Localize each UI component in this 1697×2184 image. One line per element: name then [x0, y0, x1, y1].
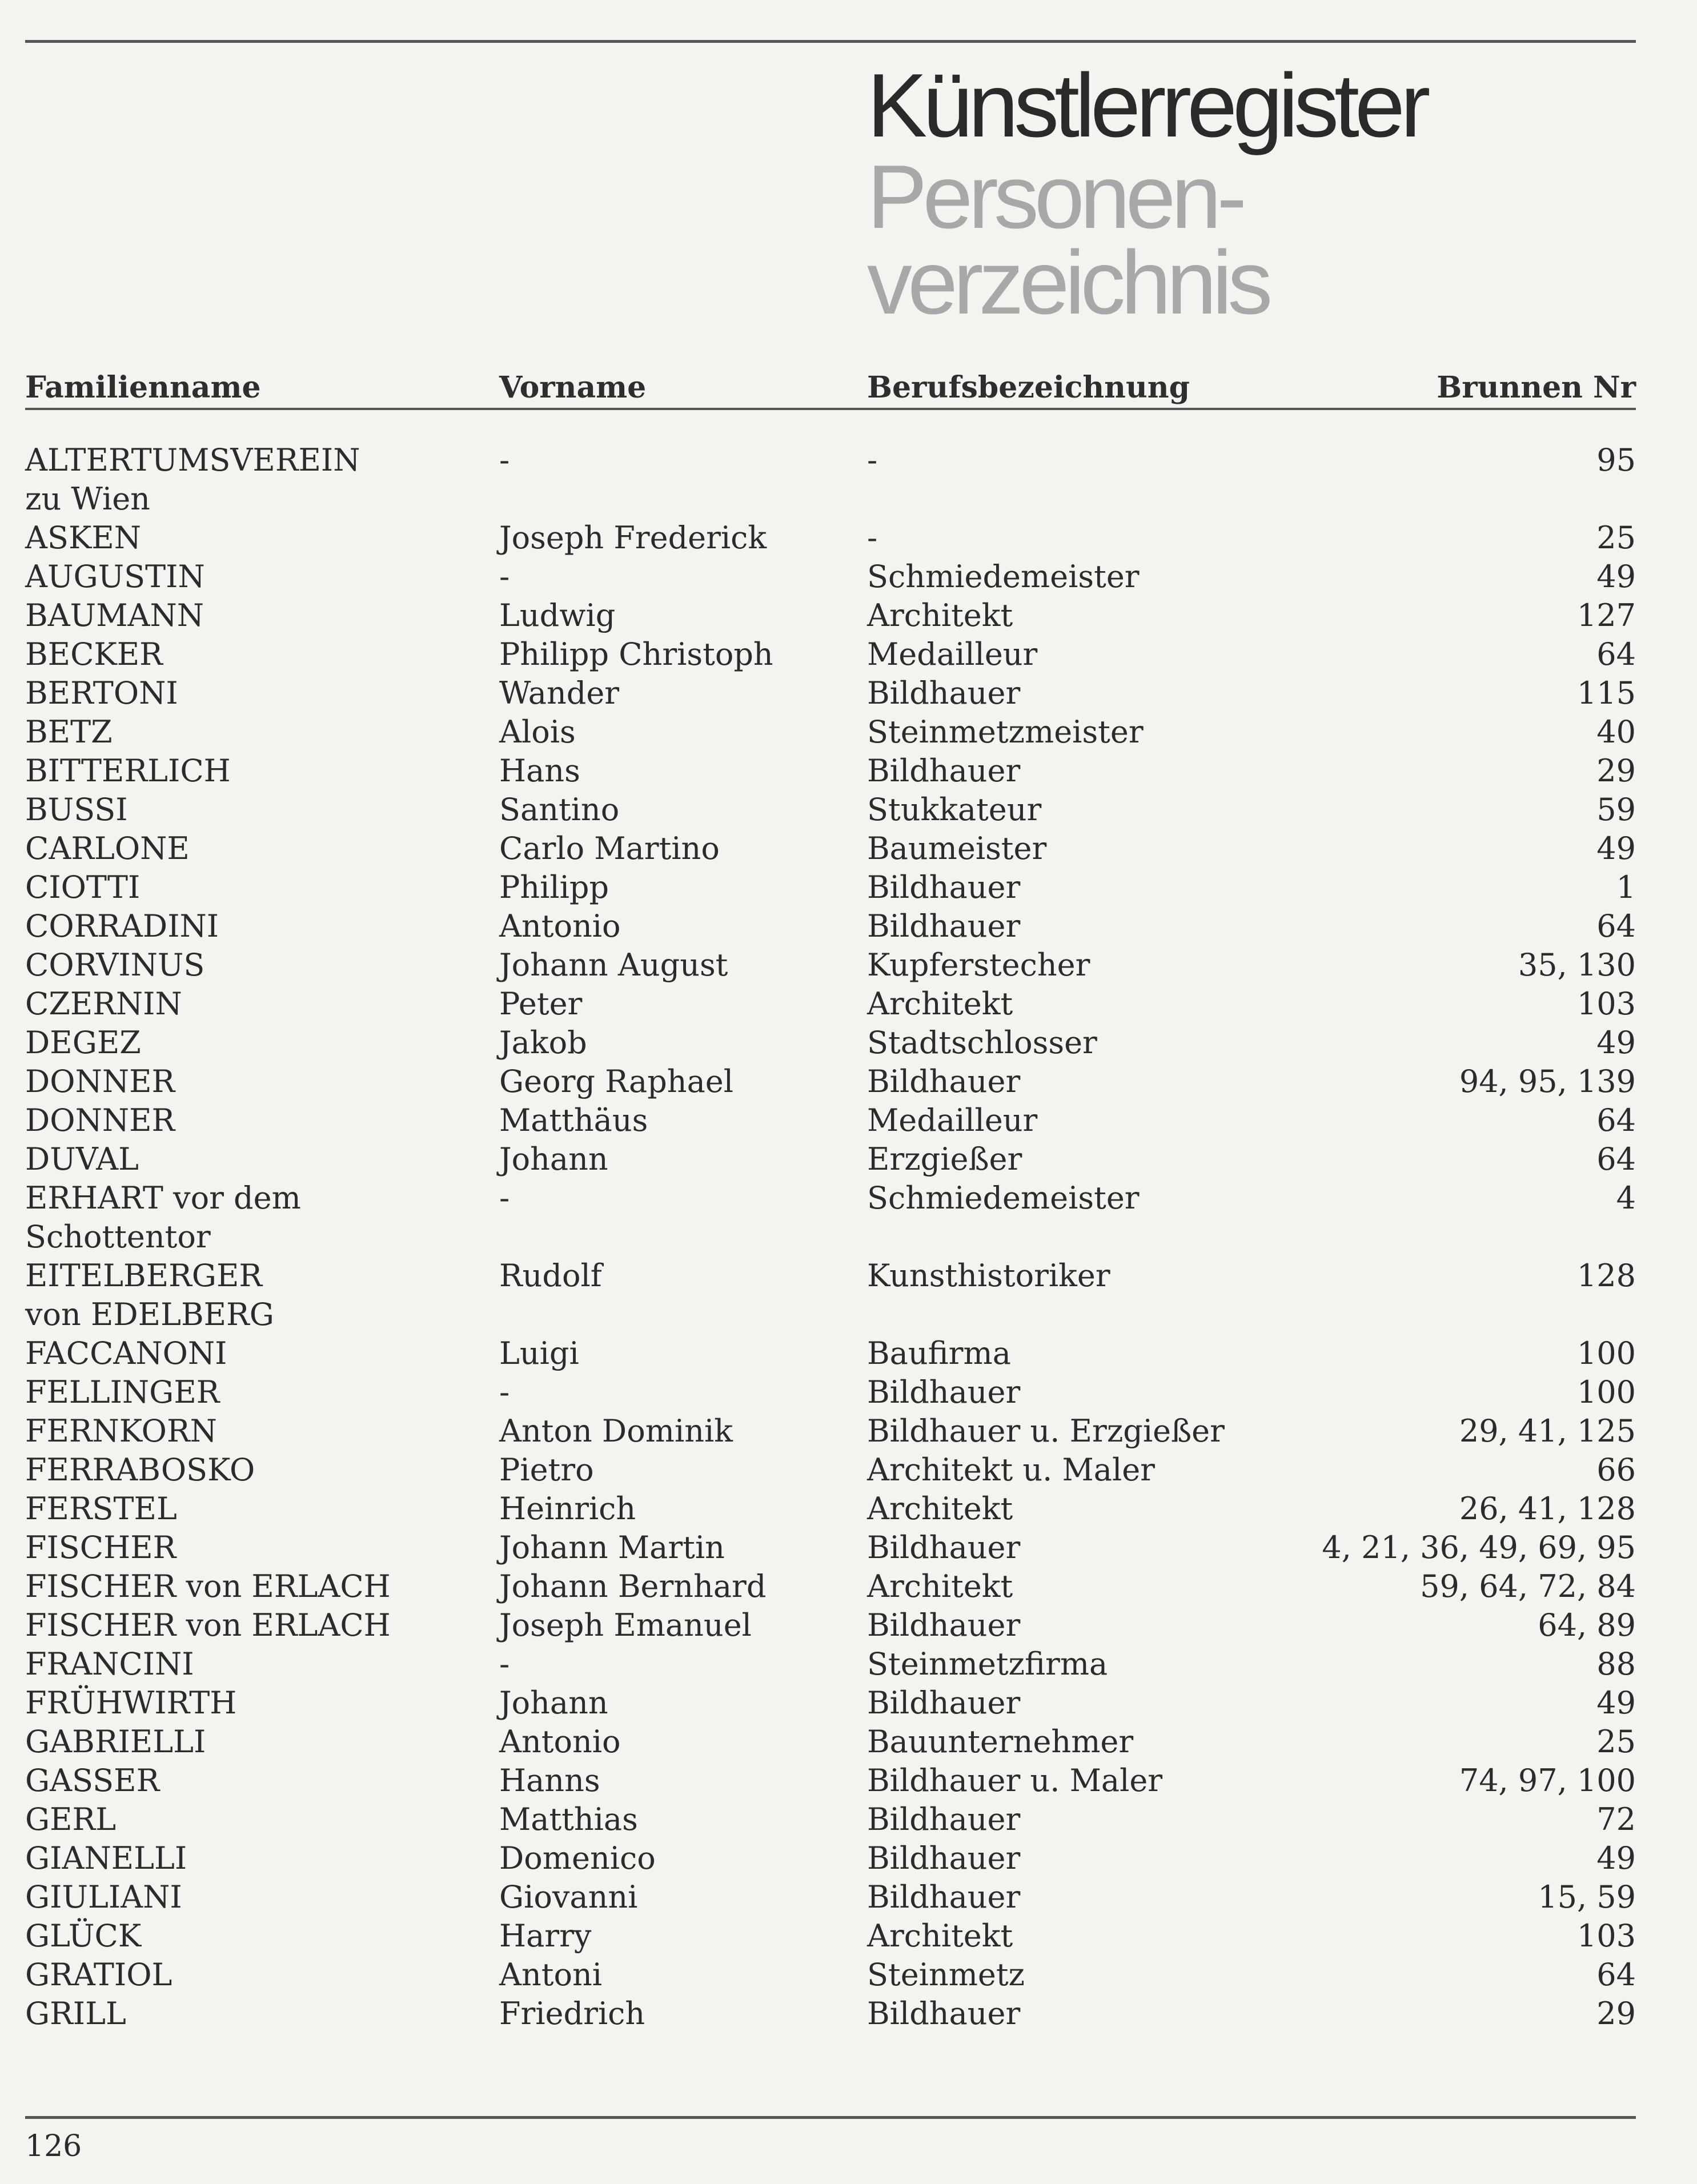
vorname-cell: Giovanni: [499, 1879, 638, 1915]
beruf-cell: Steinmetz: [867, 1957, 1025, 1993]
table-row: [0, 1412, 1697, 1451]
beruf-cell: Architekt: [867, 1918, 1013, 1954]
familienname-cell: FACCANONI: [25, 1335, 227, 1371]
column-header-familienname: Familienname: [25, 370, 261, 405]
familienname-cell: FRANCINI: [25, 1646, 194, 1682]
vorname-cell: Matthias: [499, 1801, 638, 1837]
table-row: [0, 557, 1697, 596]
familienname-cell: FRÜHWIRTH: [25, 1685, 237, 1721]
table-row: [0, 1800, 1697, 1839]
familienname-cell: DONNER: [25, 1063, 175, 1099]
table-row: [0, 1839, 1697, 1878]
familienname-cell: BITTERLICH: [25, 753, 231, 789]
familienname-cell: ALTERTUMSVEREIN zu Wien: [25, 442, 360, 517]
vorname-cell: Joseph Emanuel: [499, 1607, 752, 1643]
familienname-cell: GERL: [25, 1801, 117, 1837]
table-row: [0, 1684, 1697, 1723]
vorname-cell: Alois: [499, 714, 576, 750]
beruf-cell: Architekt u. Maler: [867, 1452, 1155, 1488]
brunnen-nr-cell: 25: [1596, 1724, 1636, 1760]
familienname-cell: GASSER: [25, 1763, 160, 1798]
brunnen-nr-cell: 49: [1596, 830, 1636, 866]
familienname-cell: GIULIANI: [25, 1879, 182, 1915]
beruf-cell: -: [867, 520, 878, 556]
brunnen-nr-cell: 29: [1596, 753, 1636, 789]
table-row: [0, 635, 1697, 674]
vorname-cell: Matthäus: [499, 1102, 648, 1138]
table-row: [0, 829, 1697, 868]
familienname-cell: FERNKORN: [25, 1413, 217, 1449]
vorname-cell: Johann August: [499, 947, 728, 983]
table-row: [0, 1567, 1697, 1606]
table-row: [0, 713, 1697, 752]
table-row: [0, 868, 1697, 907]
vorname-cell: Joseph Frederick: [499, 520, 767, 556]
vorname-cell: Heinrich: [499, 1491, 636, 1527]
page-number: 126: [25, 2129, 82, 2163]
table-row: [0, 1179, 1697, 1256]
table-row: [0, 674, 1697, 713]
brunnen-nr-cell: 4: [1616, 1180, 1636, 1216]
table-row: [0, 441, 1697, 519]
vorname-cell: Antonio: [499, 908, 621, 944]
familienname-cell: ERHART vor dem Schottentor: [25, 1180, 301, 1255]
vorname-cell: Hanns: [499, 1763, 600, 1798]
table-row: [0, 1761, 1697, 1800]
table-row: [0, 790, 1697, 829]
brunnen-nr-cell: 72: [1596, 1801, 1636, 1837]
familienname-cell: BERTONI: [25, 675, 178, 711]
brunnen-nr-cell: 95: [1596, 442, 1636, 478]
brunnen-nr-cell: 25: [1596, 520, 1636, 556]
familienname-cell: EITELBERGER von EDELBERG: [25, 1258, 274, 1332]
table-row: [0, 1645, 1697, 1684]
beruf-cell: Bildhauer: [867, 1607, 1021, 1643]
vorname-cell: Peter: [499, 986, 583, 1022]
familienname-cell: CZERNIN: [25, 986, 182, 1022]
beruf-cell: Bildhauer: [867, 869, 1021, 905]
brunnen-nr-cell: 35, 130: [1518, 947, 1636, 983]
familienname-cell: FERRABOSKO: [25, 1452, 255, 1488]
beruf-cell: Baumeister: [867, 830, 1047, 866]
brunnen-nr-cell: 100: [1576, 1335, 1636, 1371]
table-row: [0, 1994, 1697, 2033]
table-row: [0, 1451, 1697, 1490]
beruf-cell: Bildhauer: [867, 1529, 1021, 1565]
brunnen-nr-cell: 74, 97, 100: [1459, 1763, 1636, 1798]
beruf-cell: Stukkateur: [867, 792, 1042, 828]
vorname-cell: Hans: [499, 753, 580, 789]
familienname-cell: CARLONE: [25, 830, 190, 866]
brunnen-nr-cell: 64: [1596, 1141, 1636, 1177]
brunnen-nr-cell: 4, 21, 36, 49, 69, 95: [1322, 1529, 1636, 1565]
beruf-cell: Baufirma: [867, 1335, 1011, 1371]
table-row: [0, 1917, 1697, 1956]
vorname-cell: Luigi: [499, 1335, 579, 1371]
brunnen-nr-cell: 49: [1596, 1025, 1636, 1061]
brunnen-nr-cell: 103: [1576, 986, 1636, 1022]
vorname-cell: Philipp: [499, 869, 609, 905]
page-subtitle-line-1: Personen-: [867, 147, 1242, 247]
beruf-cell: Architekt: [867, 597, 1013, 633]
vorname-cell: Santino: [499, 792, 620, 828]
beruf-cell: Bildhauer: [867, 1801, 1021, 1837]
familienname-cell: GIANELLI: [25, 1840, 187, 1876]
brunnen-nr-cell: 128: [1576, 1258, 1636, 1294]
familienname-cell: GLÜCK: [25, 1918, 142, 1954]
beruf-cell: Bildhauer: [867, 908, 1021, 944]
familienname-cell: FERSTEL: [25, 1491, 177, 1527]
vorname-cell: Johann: [499, 1141, 608, 1177]
familienname-cell: DONNER: [25, 1102, 175, 1138]
beruf-cell: Bildhauer: [867, 1374, 1021, 1410]
familienname-cell: CIOTTI: [25, 869, 141, 905]
title-block: [867, 55, 1426, 333]
table-row: [0, 1373, 1697, 1412]
brunnen-nr-cell: 64: [1596, 1957, 1636, 1993]
beruf-cell: Bildhauer u. Erzgießer: [867, 1413, 1225, 1449]
table-row: [0, 1062, 1697, 1101]
brunnen-nr-cell: 29, 41, 125: [1459, 1413, 1636, 1449]
table-row: [0, 1528, 1697, 1567]
table-row: [0, 985, 1697, 1023]
table-row: [0, 1956, 1697, 1994]
familienname-cell: FELLINGER: [25, 1374, 220, 1410]
beruf-cell: Architekt: [867, 1491, 1013, 1527]
familienname-cell: DUVAL: [25, 1141, 139, 1177]
table-row: [0, 1023, 1697, 1062]
beruf-cell: Steinmetzmeister: [867, 714, 1144, 750]
beruf-cell: Stadtschlosser: [867, 1025, 1097, 1061]
brunnen-nr-cell: 40: [1596, 714, 1636, 750]
brunnen-nr-cell: 59: [1596, 792, 1636, 828]
top-rule: [25, 40, 1636, 43]
vorname-cell: Harry: [499, 1918, 592, 1954]
vorname-cell: Antonio: [499, 1724, 621, 1760]
brunnen-nr-cell: 49: [1596, 1840, 1636, 1876]
familienname-cell: FISCHER von ERLACH: [25, 1568, 391, 1604]
table-row: [0, 1490, 1697, 1528]
table-row: [0, 596, 1697, 635]
familienname-cell: GRATIOL: [25, 1957, 172, 1993]
familienname-cell: DEGEZ: [25, 1025, 141, 1061]
vorname-cell: Johann: [499, 1685, 608, 1721]
brunnen-nr-cell: 103: [1576, 1918, 1636, 1954]
vorname-cell: Friedrich: [499, 1996, 645, 2032]
vorname-cell: Carlo Martino: [499, 830, 720, 866]
brunnen-nr-cell: 115: [1576, 675, 1636, 711]
beruf-cell: Bildhauer: [867, 1840, 1021, 1876]
table-row: [0, 907, 1697, 946]
column-header-beruf: Berufsbezeichnung: [867, 370, 1190, 405]
column-header-brunnen-nr: Brunnen Nr: [1437, 370, 1636, 405]
brunnen-nr-cell: 100: [1576, 1374, 1636, 1410]
table-row: [0, 1101, 1697, 1140]
beruf-cell: Schmiedemeister: [867, 1180, 1140, 1216]
brunnen-nr-cell: 59, 64, 72, 84: [1420, 1568, 1636, 1604]
brunnen-nr-cell: 66: [1596, 1452, 1636, 1488]
brunnen-nr-cell: 127: [1576, 597, 1636, 633]
familienname-cell: FISCHER von ERLACH: [25, 1607, 391, 1643]
vorname-cell: Philipp Christoph: [499, 636, 773, 672]
beruf-cell: Kupferstecher: [867, 947, 1090, 983]
header-rule: [25, 408, 1636, 410]
beruf-cell: Bildhauer: [867, 675, 1021, 711]
brunnen-nr-cell: 64: [1596, 636, 1636, 672]
beruf-cell: Steinmetzfirma: [867, 1646, 1108, 1682]
bottom-rule: [25, 2116, 1636, 2119]
vorname-cell: -: [499, 1374, 510, 1410]
beruf-cell: Architekt: [867, 1568, 1013, 1604]
familienname-cell: CORRADINI: [25, 908, 219, 944]
vorname-cell: Domenico: [499, 1840, 656, 1876]
beruf-cell: Medailleur: [867, 636, 1038, 672]
brunnen-nr-cell: 64: [1596, 908, 1636, 944]
vorname-cell: -: [499, 1646, 510, 1682]
brunnen-nr-cell: 26, 41, 128: [1459, 1491, 1636, 1527]
beruf-cell: Kunsthistoriker: [867, 1258, 1110, 1294]
vorname-cell: Ludwig: [499, 597, 616, 633]
table-row: [0, 1606, 1697, 1645]
familienname-cell: BAUMANN: [25, 597, 204, 633]
vorname-cell: Georg Raphael: [499, 1063, 734, 1099]
familienname-cell: GRILL: [25, 1996, 126, 2032]
beruf-cell: Erzgießer: [867, 1141, 1022, 1177]
page-title: Künstlerregister: [867, 55, 1426, 156]
table-row: [0, 752, 1697, 790]
brunnen-nr-cell: 49: [1596, 559, 1636, 595]
vorname-cell: -: [499, 442, 510, 478]
brunnen-nr-cell: 29: [1596, 1996, 1636, 2032]
vorname-cell: Rudolf: [499, 1258, 602, 1294]
brunnen-nr-cell: 88: [1596, 1646, 1636, 1682]
familienname-cell: BUSSI: [25, 792, 128, 828]
beruf-cell: Architekt: [867, 986, 1013, 1022]
brunnen-nr-cell: 64: [1596, 1102, 1636, 1138]
beruf-cell: Bildhauer u. Maler: [867, 1763, 1163, 1798]
table-row: [0, 519, 1697, 557]
table-row: [0, 1878, 1697, 1917]
beruf-cell: Schmiedemeister: [867, 559, 1140, 595]
table-row: [0, 1723, 1697, 1761]
familienname-cell: FISCHER: [25, 1529, 176, 1565]
vorname-cell: Anton Dominik: [499, 1413, 733, 1449]
register-table: [0, 441, 1697, 2033]
vorname-cell: Antoni: [499, 1957, 603, 1993]
vorname-cell: -: [499, 559, 510, 595]
vorname-cell: Jakob: [499, 1025, 587, 1061]
brunnen-nr-cell: 49: [1596, 1685, 1636, 1721]
vorname-cell: Pietro: [499, 1452, 594, 1488]
table-row: [0, 1334, 1697, 1373]
table-row: [0, 1256, 1697, 1334]
familienname-cell: BECKER: [25, 636, 163, 672]
vorname-cell: Johann Martin: [499, 1529, 725, 1565]
brunnen-nr-cell: 94, 95, 139: [1459, 1063, 1636, 1099]
vorname-cell: -: [499, 1180, 510, 1216]
familienname-cell: GABRIELLI: [25, 1724, 206, 1760]
beruf-cell: Bildhauer: [867, 753, 1021, 789]
table-row: [0, 1140, 1697, 1179]
vorname-cell: Wander: [499, 675, 620, 711]
familienname-cell: AUGUSTIN: [25, 559, 205, 595]
familienname-cell: BETZ: [25, 714, 113, 750]
beruf-cell: -: [867, 442, 878, 478]
beruf-cell: Bildhauer: [867, 1685, 1021, 1721]
beruf-cell: Bauunternehmer: [867, 1724, 1134, 1760]
familienname-cell: CORVINUS: [25, 947, 205, 983]
beruf-cell: Bildhauer: [867, 1063, 1021, 1099]
beruf-cell: Bildhauer: [867, 1879, 1021, 1915]
familienname-cell: ASKEN: [25, 520, 142, 556]
brunnen-nr-cell: 64, 89: [1538, 1607, 1636, 1643]
column-header-vorname: Vorname: [499, 370, 647, 405]
table-row: [0, 946, 1697, 985]
beruf-cell: Medailleur: [867, 1102, 1038, 1138]
beruf-cell: Bildhauer: [867, 1996, 1021, 2032]
vorname-cell: Johann Bernhard: [499, 1568, 767, 1604]
page-subtitle-line-2: verzeichnis: [867, 232, 1269, 333]
brunnen-nr-cell: 1: [1616, 869, 1636, 905]
brunnen-nr-cell: 15, 59: [1538, 1879, 1636, 1915]
